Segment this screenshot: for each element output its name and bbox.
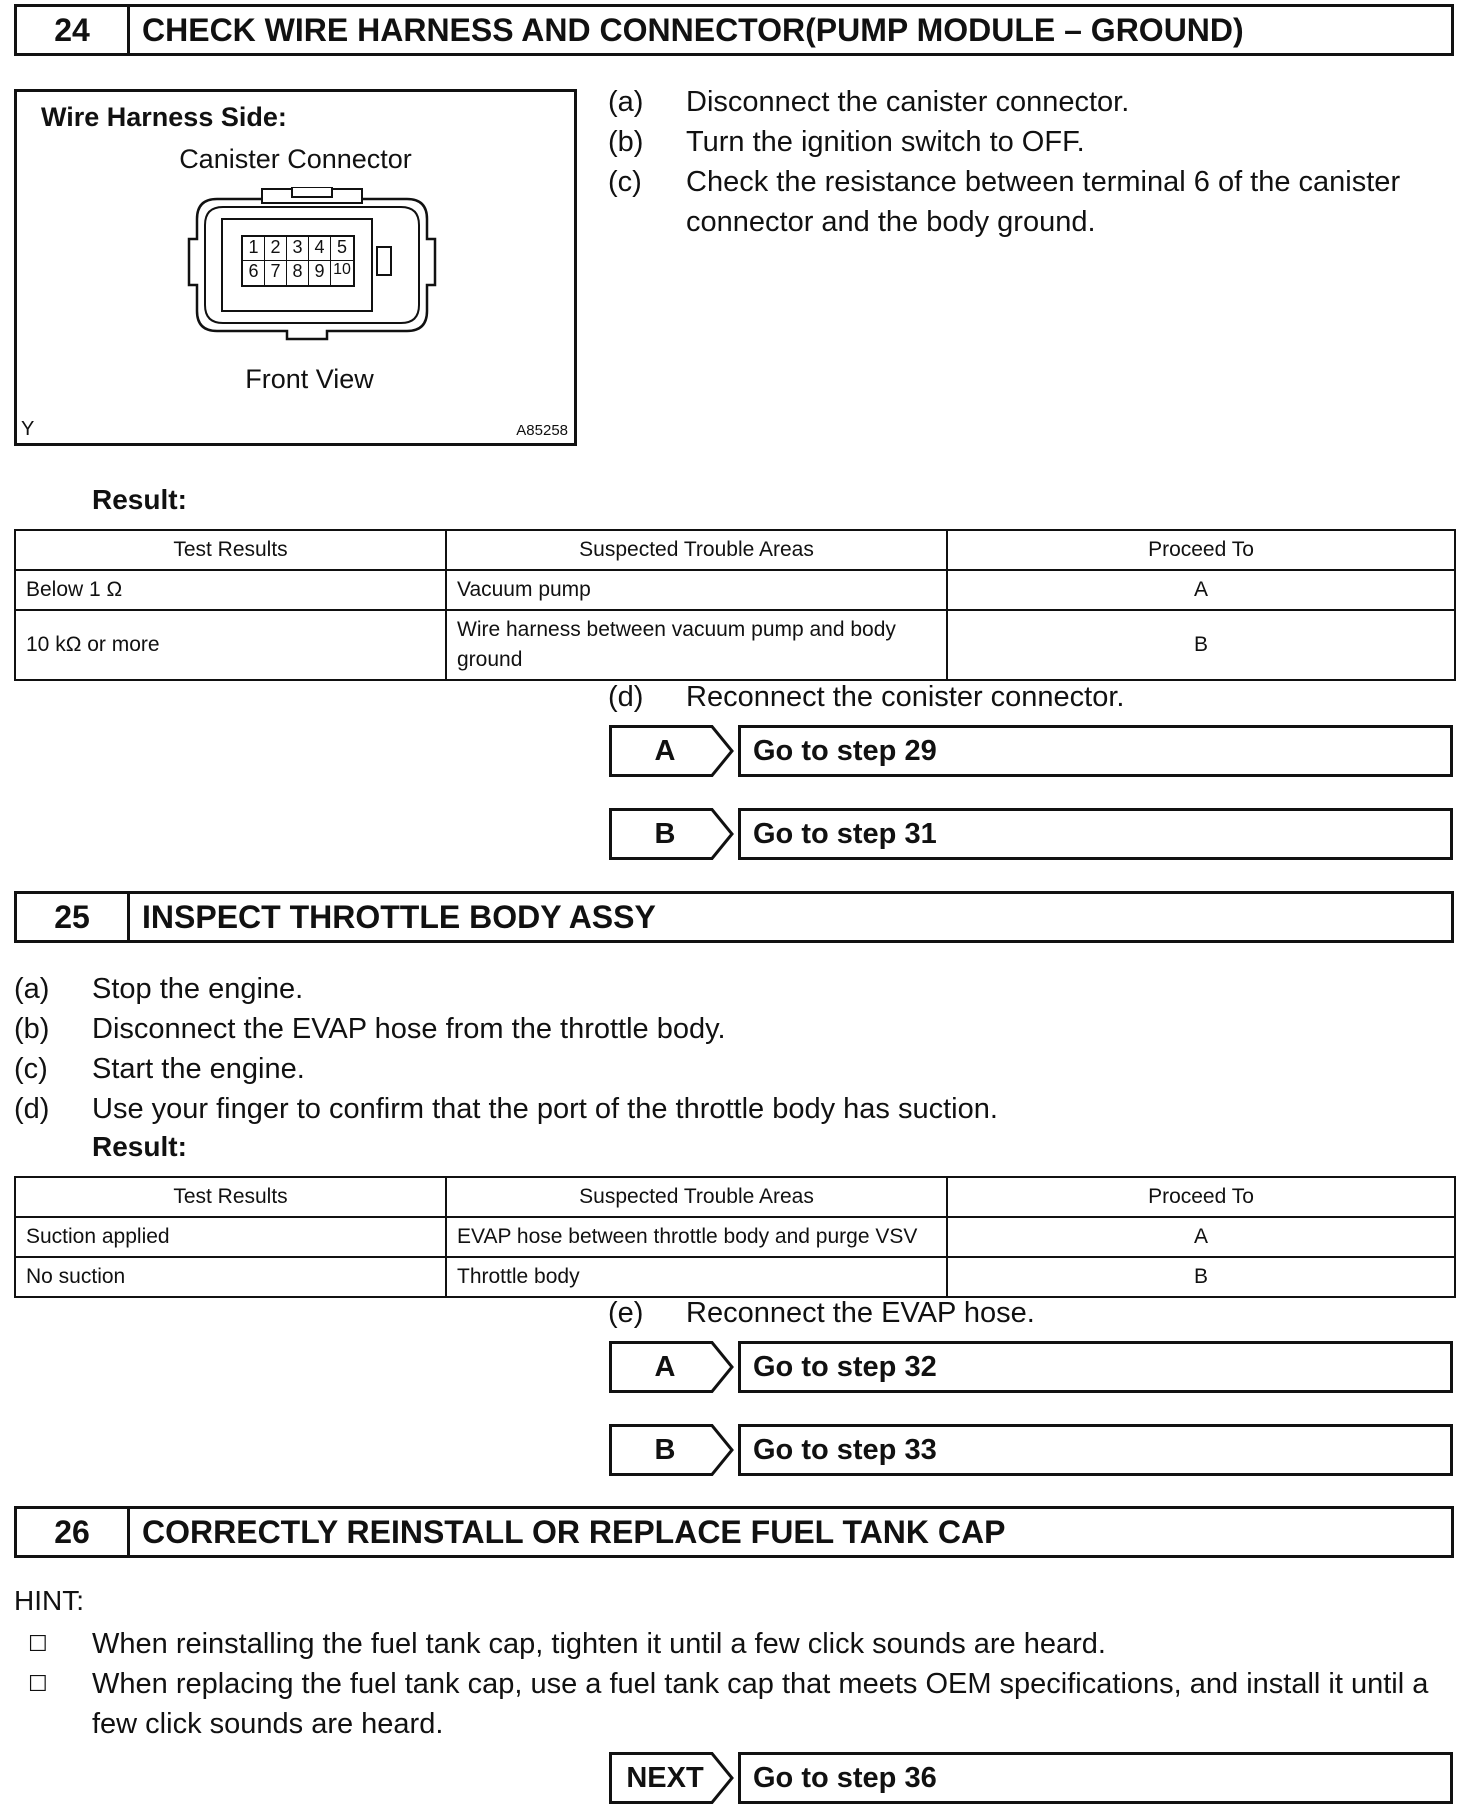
instruction-letter: (e): [608, 1297, 644, 1329]
table-cell: B: [947, 1257, 1455, 1297]
step-number: 24: [17, 7, 130, 53]
result-table-25: [14, 1176, 1456, 1298]
table-row: [15, 1217, 1455, 1257]
nav-tag-label: B: [654, 1433, 676, 1466]
hint-label: HINT:: [14, 1585, 84, 1616]
instruction-letter: (b): [14, 1013, 50, 1045]
instruction-text: Check the resistance between terminal 6 of the canister connector and the body ground.: [686, 166, 1401, 238]
pin-1: 1: [243, 237, 265, 261]
step-title: CHECK WIRE HARNESS AND CONNECTOR(PUMP MODULE – GROUND): [142, 11, 1244, 48]
go-to-step-link[interactable]: Go to step 33: [738, 1424, 1453, 1476]
step-number: 26: [17, 1509, 130, 1555]
go-to-step-link[interactable]: Go to step 31: [738, 808, 1453, 860]
figure-view-label: Front View: [245, 364, 374, 394]
nav-option-a[interactable]: [609, 1341, 937, 1393]
table-cell: Suction applied: [15, 1217, 446, 1257]
instruction-item: [14, 1089, 1454, 1129]
instruction-item: [608, 162, 1458, 242]
hint-bullet: [14, 1664, 1454, 1744]
instruction-item: [608, 1293, 1458, 1333]
pin-9: 9: [309, 261, 331, 285]
instruction-text: Reconnect the EVAP hose.: [686, 1297, 1035, 1329]
table-cell: Wire harness between vacuum pump and body ground: [446, 610, 947, 680]
nav-option-b[interactable]: [609, 1424, 937, 1476]
step-title: CORRECTLY REINSTALL OR REPLACE FUEL TANK CAP: [142, 1513, 1006, 1550]
step-25-header: [14, 891, 1454, 943]
table-row: [15, 1257, 1455, 1297]
pin-6: 6: [243, 261, 265, 285]
table-cell: A: [947, 1217, 1455, 1257]
nav-tag-label: A: [654, 734, 676, 767]
instruction-item: [608, 122, 1458, 162]
nav-option-b[interactable]: [609, 808, 937, 860]
pin-2: 2: [265, 237, 287, 261]
figure-side-label: Wire Harness Side:: [41, 102, 287, 132]
pin-8: 8: [287, 261, 309, 285]
nav-tag-label: A: [654, 1350, 676, 1383]
table-header: Proceed To: [947, 1177, 1455, 1217]
pin-3: 3: [287, 237, 309, 261]
nav-option-next[interactable]: [609, 1752, 937, 1804]
pin-5: 5: [331, 237, 353, 261]
result-label: Result:: [92, 484, 187, 515]
table-cell: Vacuum pump: [446, 570, 947, 610]
table-cell: EVAP hose between throttle body and purge VSV: [446, 1217, 947, 1257]
pin-7: 7: [265, 261, 287, 285]
instruction-item: [14, 1049, 1454, 1089]
table-row: [15, 610, 1455, 680]
connector-figure: [14, 89, 577, 446]
instruction-letter: (c): [608, 166, 642, 198]
step-title: INSPECT THROTTLE BODY ASSY: [142, 898, 656, 935]
figure-code: A85258: [516, 422, 568, 439]
checkbox-icon: ☐: [28, 1631, 48, 1656]
table-header: Suspected Trouble Areas: [446, 530, 947, 570]
hint-bullet: [14, 1624, 1454, 1664]
instruction-letter: (a): [14, 973, 50, 1005]
table-header: Test Results: [15, 530, 446, 570]
pin-grid: [241, 235, 355, 287]
table-cell: Below 1 Ω: [15, 570, 446, 610]
step-24-header: [14, 4, 1454, 56]
hint-text: When reinstalling the fuel tank cap, tighten it until a few click sounds are heard.: [92, 1628, 1106, 1660]
instruction-letter: (d): [608, 681, 644, 713]
table-header: Test Results: [15, 1177, 446, 1217]
checkbox-icon: ☐: [28, 1671, 48, 1696]
instruction-text: Turn the ignition switch to OFF.: [686, 126, 1085, 158]
instruction-item: [14, 1009, 1454, 1049]
table-header: Proceed To: [947, 530, 1455, 570]
result-table-24: [14, 529, 1456, 681]
instruction-text: Disconnect the canister connector.: [686, 86, 1130, 118]
table-cell: A: [947, 570, 1455, 610]
instruction-text: Stop the engine.: [92, 973, 304, 1005]
nav-tag[interactable]: [609, 725, 734, 777]
table-cell: Throttle body: [446, 1257, 947, 1297]
instruction-letter: (a): [608, 86, 644, 118]
go-to-step-link[interactable]: Go to step 36: [738, 1752, 1453, 1804]
table-header: Suspected Trouble Areas: [446, 1177, 947, 1217]
instruction-text: Disconnect the EVAP hose from the throttle body.: [92, 1013, 726, 1045]
result-label: Result:: [92, 1131, 187, 1162]
figure-connector-label: Canister Connector: [179, 144, 412, 174]
go-to-step-link[interactable]: Go to step 29: [738, 725, 1453, 777]
figure-corner-label: Y: [21, 418, 35, 440]
step-26-header: [14, 1506, 1454, 1558]
table-cell: B: [947, 610, 1455, 680]
step-number: 25: [17, 894, 130, 940]
nav-tag-label: NEXT: [626, 1761, 704, 1794]
instruction-letter: (c): [14, 1053, 48, 1085]
pin-4: 4: [309, 237, 331, 261]
instruction-item: [14, 969, 1454, 1009]
table-cell: No suction: [15, 1257, 446, 1297]
nav-tag[interactable]: [609, 1752, 734, 1804]
instruction-letter: (d): [14, 1093, 50, 1125]
table-header-row: [15, 1177, 1455, 1217]
pin-10: 10: [333, 261, 351, 278]
nav-tag[interactable]: [609, 1424, 734, 1476]
instruction-text: Reconnect the conister connector.: [686, 681, 1125, 713]
table-header-row: [15, 530, 1455, 570]
table-row: [15, 570, 1455, 610]
instruction-text: Use your finger to confirm that the port of the throttle body has suction.: [92, 1093, 998, 1125]
nav-tag[interactable]: [609, 1341, 734, 1393]
instruction-text: Start the engine.: [92, 1053, 305, 1085]
nav-tag-label: B: [654, 817, 676, 850]
nav-option-a[interactable]: [609, 725, 937, 777]
nav-tag[interactable]: [609, 808, 734, 860]
instruction-item: [608, 82, 1458, 122]
table-cell: 10 kΩ or more: [15, 610, 446, 680]
hint-text: When replacing the fuel tank cap, use a fuel tank cap that meets OEM specifications, and install it until a few click sounds are heard.: [92, 1668, 1429, 1740]
instruction-letter: (b): [608, 126, 644, 158]
go-to-step-link[interactable]: Go to step 32: [738, 1341, 1453, 1393]
instruction-item: [608, 677, 1458, 717]
